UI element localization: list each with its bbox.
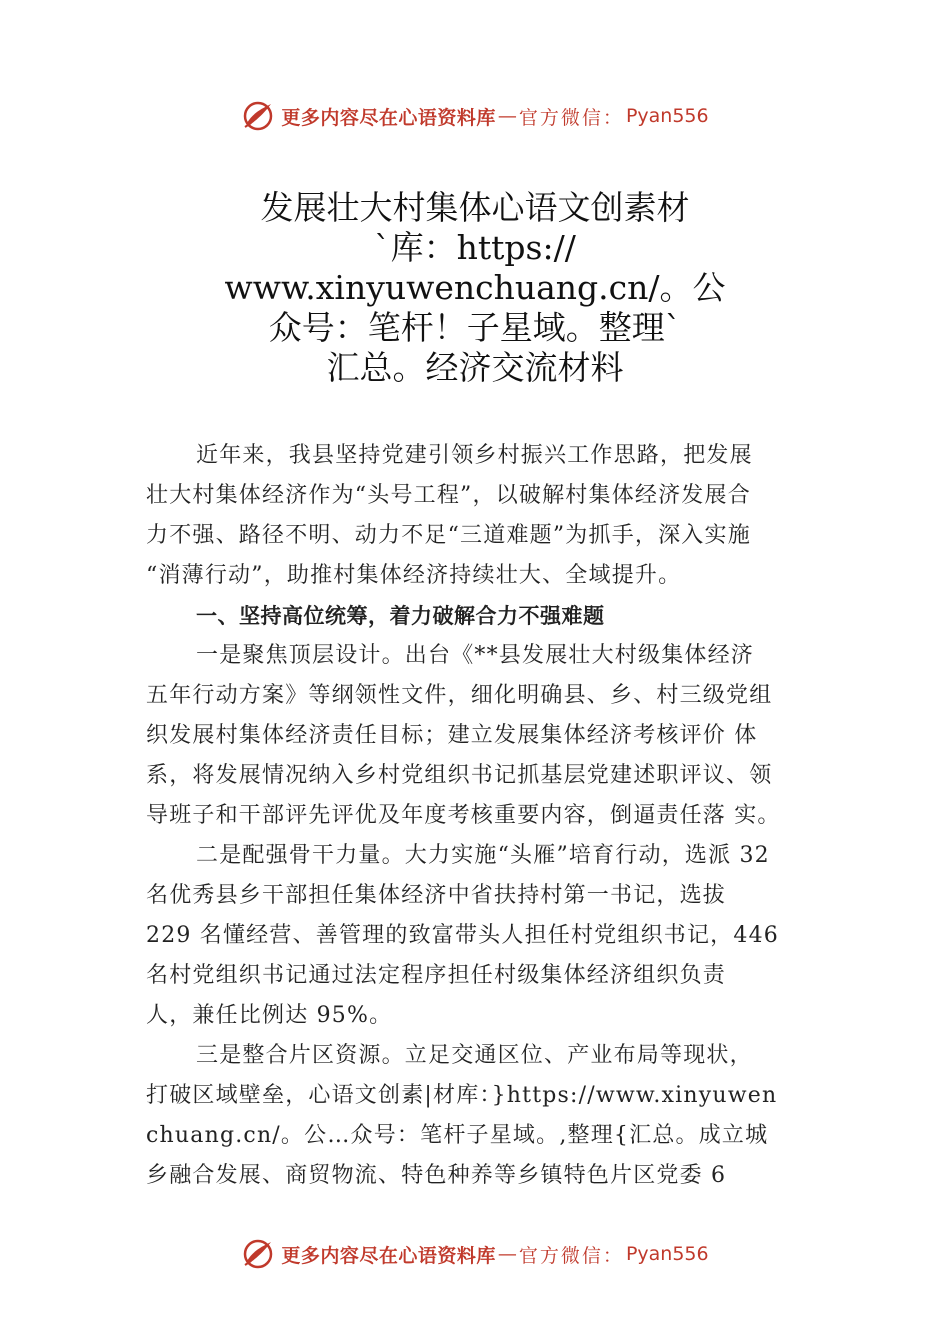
banner-wechat-id: Pyan556 — [625, 1243, 709, 1265]
title-line: `库：https:// — [374, 228, 576, 267]
document-body — [146, 436, 836, 1196]
body-line: 乡融合发展、商贸物流、特色种养等乡镇特色片区党委 6 — [146, 1163, 727, 1188]
document-title — [150, 188, 800, 388]
banner-dash: — — [497, 1243, 517, 1265]
body-line: 壮大村集体经济作为“头号工程”，以破解村集体经济发展合 — [146, 483, 751, 508]
section-heading: 一、坚持高位统筹，着力破解合力不强难题 — [196, 604, 605, 628]
pen-logo-icon — [241, 1237, 275, 1271]
title-line: 发展壮大村集体心语文创素材 — [260, 188, 690, 227]
title-line: www.xinyuwenchuang.cn/。公 — [224, 268, 726, 307]
body-line: “消薄行动”，助推村集体经济持续壮大、全域提升。 — [146, 563, 682, 588]
body-line: 系，将发展情况纳入乡村党组织书记抓基层党建述职评议、领 — [146, 763, 773, 788]
banner-main-text: 更多内容尽在心语资料库 — [281, 106, 496, 129]
body-line: 名村党组织书记通过法定程序担任村级集体经济组织负责 — [146, 963, 727, 988]
body-line: 打破区域壁垒，心语文创素|材库：}https://www.xinyuwen — [146, 1083, 778, 1108]
footer-banner — [0, 1234, 950, 1274]
banner-dash: — — [497, 105, 517, 127]
body-line: 五年行动方案》等纲领性文件，细化明确县、乡、村三级党组 — [146, 683, 773, 708]
body-line: 名优秀县乡干部担任集体经济中省扶持村第一书记，选拔 — [146, 883, 727, 908]
title-line: 众号：笔杆！子星域。整理` — [268, 308, 682, 347]
body-line: 织发展村集体经济责任目标；建立发展集体经济考核评价 体 — [146, 723, 758, 748]
banner-main-text: 更多内容尽在心语资料库 — [281, 1244, 496, 1267]
body-line: 229 名懂经营、善管理的致富带头人担任村党组织书记，446 — [146, 923, 779, 948]
header-banner — [0, 96, 950, 136]
banner-wechat-label: 官方微信： — [518, 106, 624, 129]
banner-wechat-label: 官方微信： — [518, 1244, 624, 1267]
body-line: 一是聚焦顶层设计。出台《**县发展壮大村级集体经济 — [196, 643, 755, 668]
pen-logo-icon — [241, 99, 275, 133]
body-line: 三是整合片区资源。立足交通区位、产业布局等现状， — [196, 1043, 753, 1068]
body-line: 二是配强骨干力量。大力实施“头雁”培育行动，选派 32 — [196, 843, 770, 868]
body-line: 人，兼任比例达 95%。 — [146, 1003, 393, 1028]
title-line: 汇总。经济交流材料 — [326, 348, 624, 387]
body-line: 近年来，我县坚持党建引领乡村振兴工作思路，把发展 — [196, 443, 753, 468]
body-line: 力不强、路径不明、动力不足“三道难题”为抓手，深入实施 — [146, 523, 751, 548]
banner-wechat-id: Pyan556 — [625, 105, 709, 127]
body-line: 导班子和干部评先评优及年度考核重要内容，倒逼责任落 实。 — [146, 803, 781, 828]
body-line: chuang.cn/。公…众号：笔杆子星域。,整理{汇总。成立城 — [146, 1123, 769, 1148]
